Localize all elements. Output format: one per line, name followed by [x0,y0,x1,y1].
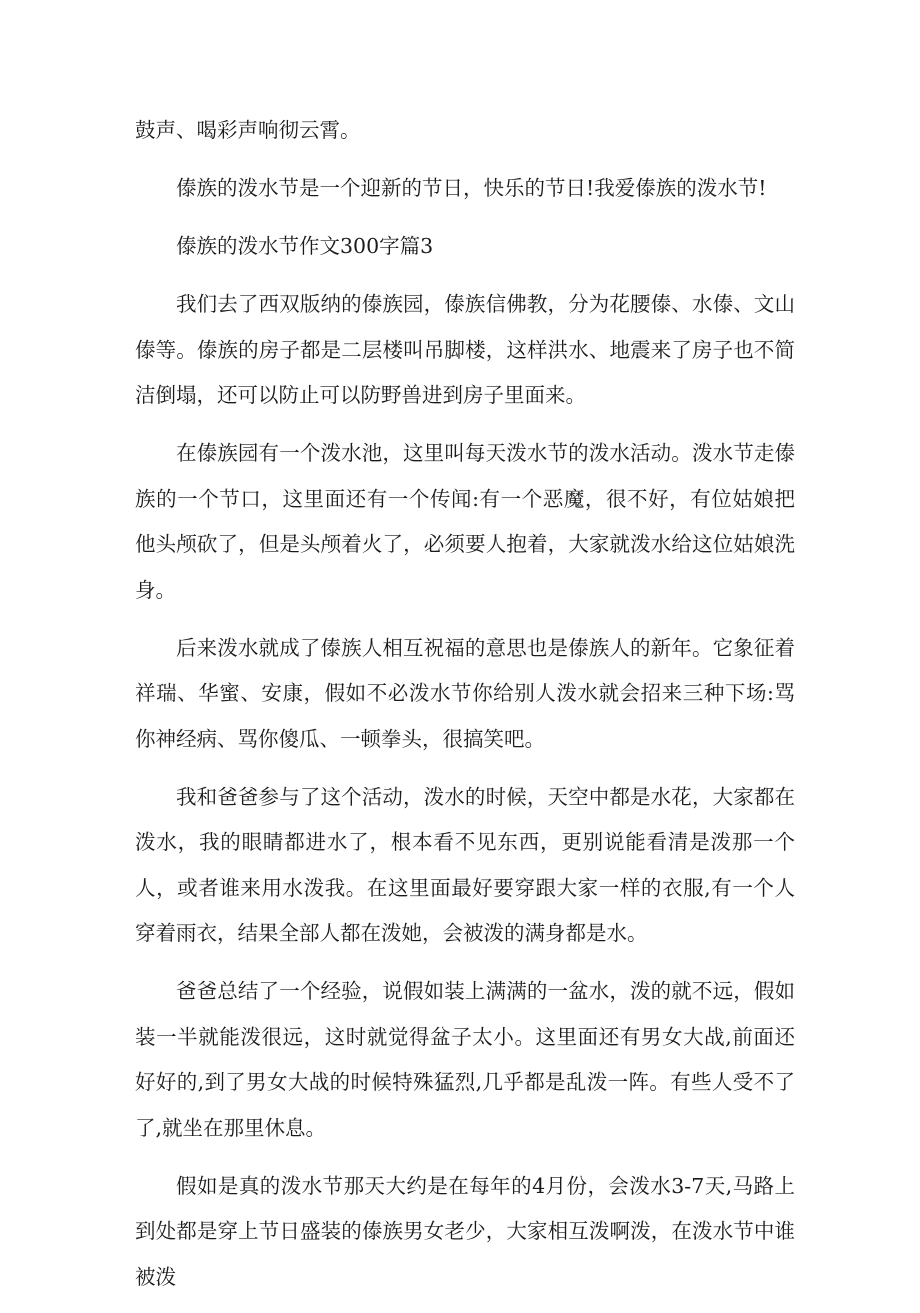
paragraph: 后来泼水就成了傣族人相互祝福的意思也是傣族人的新年。它象征着祥瑞、华蜜、安康，假如不必泼水节你给别人泼水就会招来三种下场:骂你神经病、骂你傻瓜、一顿拳头，很搞笑吧。 [135,635,795,751]
paragraph: 在傣族园有一个泼水池，这里叫每天泼水节的泼水活动。泼水节走傣族的一个节口，这里面还有一个传闻:有一个恶魔，很不好，有位姑娘把他头颅砍了，但是头颅着火了，必须要人抱着，大家就泼水给这位姑娘洗身。 [135,441,795,602]
paragraph: 假如是真的泼水节那天大约是在每年的4月份，会泼水3-7天,马路上到处都是穿上节日盛装的傣族男女老少，大家相互泼啊泼，在泼水节中谁被泼 [135,1173,795,1289]
paragraph: 傣族的泼水节是一个迎新的节日，快乐的节日!我爱傣族的泼水节! [176,176,767,200]
section-heading: 傣族的泼水节作文300字篇3 [176,234,434,258]
document-body [135,108,795,1313]
paragraph: 我们去了西双版纳的傣族园，傣族信佛教，分为花腰傣、水傣、文山傣等。傣族的房子都是二层楼叫吊脚楼，这样洪水、地震来了房子也不简洁倒塌，还可以防止可以防野兽进到房子里面来。 [135,292,795,407]
paragraph: 我和爸爸参与了这个活动，泼水的时候，天空中都是水花，大家都在泼水，我的眼睛都进水了，根本看不见东西，更别说能看清是泼那一个人，或者谁来用水泼我。在这里面最好要穿跟大家一样的衣服,有一个人穿着雨衣，结果全部人都在泼她，会被泼的满身都是水。 [135,784,795,945]
paragraph: 爸爸总结了一个经验，说假如装上满满的一盆水，泼的就不远，假如装一半就能泼很远，这时就觉得盆子太小。这里面还有男女大战,前面还好好的,到了男女大战的时候特殊猛烈,几乎都是乱泼一阵。有些人受不了了,就坐在那里休息。 [135,979,795,1140]
paragraph: 鼓声、喝彩声响彻云霄。 [135,118,361,142]
